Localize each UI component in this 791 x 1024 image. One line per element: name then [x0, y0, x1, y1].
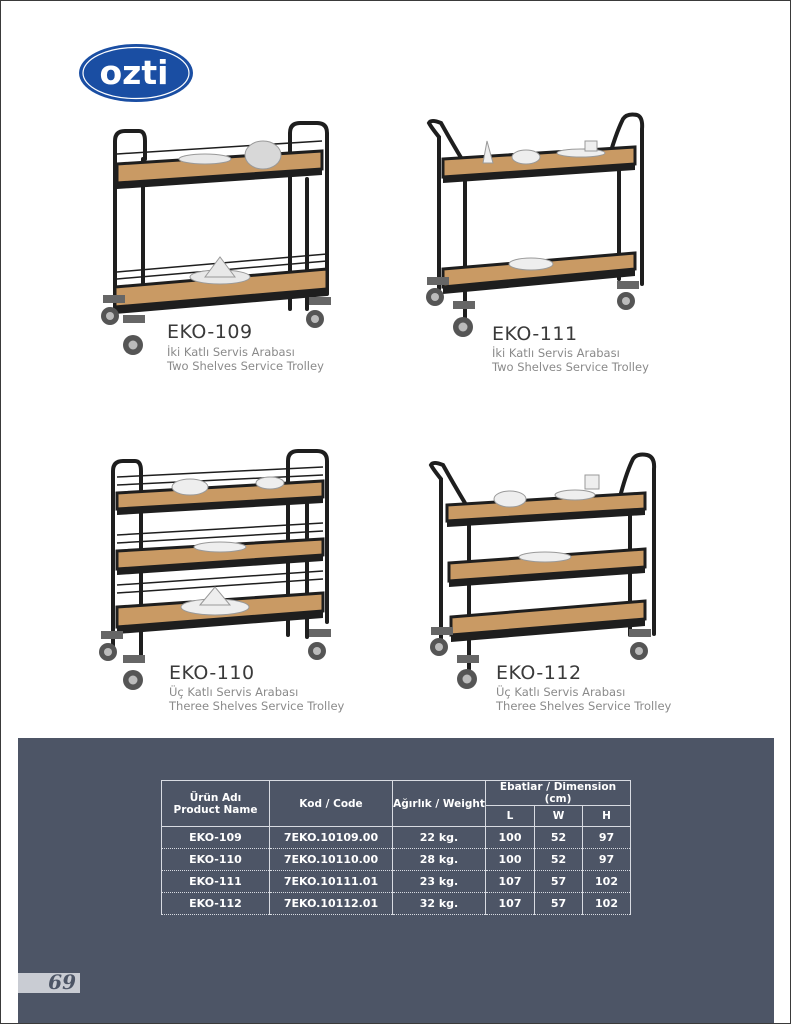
- header-product-name-tr: Ürün Adı: [189, 791, 242, 804]
- cell-h: 102: [583, 893, 631, 915]
- trolley-eko-112-image: [425, 449, 665, 691]
- product-name-en: Two Shelves Service Trolley: [492, 360, 649, 374]
- cell-w: 52: [535, 849, 583, 871]
- cell-code: 7EKO.10110.00: [270, 849, 393, 871]
- spec-table: [161, 780, 631, 915]
- cell-weight: 22 kg.: [393, 827, 486, 849]
- trolley-eko-110-image: [95, 447, 345, 692]
- cell-code: 7EKO.10109.00: [270, 827, 393, 849]
- header-w: W: [535, 806, 583, 827]
- product-name-en: Theree Shelves Service Trolley: [496, 699, 672, 713]
- cell-h: 102: [583, 871, 631, 893]
- product-code: EKO-112: [496, 662, 582, 684]
- product-code: EKO-110: [169, 662, 255, 684]
- cell-weight: 23 kg.: [393, 871, 486, 893]
- product-name-en: Theree Shelves Service Trolley: [169, 699, 345, 713]
- product-name-tr: İki Katlı Servis Arabası: [167, 345, 295, 359]
- table-row: [162, 871, 631, 893]
- cell-w: 57: [535, 893, 583, 915]
- header-code: Kod / Code: [270, 781, 393, 827]
- table-row: [162, 893, 631, 915]
- cell-code: 7EKO.10111.01: [270, 871, 393, 893]
- trolley-eko-111-image: [421, 109, 651, 341]
- svg-text:ozti: ozti: [99, 53, 169, 92]
- cell-l: 100: [486, 849, 535, 871]
- cell-l: 100: [486, 827, 535, 849]
- product-name-tr: İki Katlı Servis Arabası: [492, 346, 620, 360]
- cell-name: EKO-110: [162, 849, 270, 871]
- cell-weight: 32 kg.: [393, 893, 486, 915]
- cell-name: EKO-109: [162, 827, 270, 849]
- cell-l: 107: [486, 871, 535, 893]
- page-number-tab: [18, 970, 80, 994]
- cell-l: 107: [486, 893, 535, 915]
- product-name-tr: Üç Katlı Servis Arabası: [169, 685, 299, 699]
- cell-h: 97: [583, 849, 631, 871]
- table-row: [162, 849, 631, 871]
- header-dimension: Ebatlar / Dimension (cm): [486, 781, 631, 806]
- product-name-en: Two Shelves Service Trolley: [167, 359, 324, 373]
- table-row: [162, 827, 631, 849]
- cell-h: 97: [583, 827, 631, 849]
- product-code: EKO-109: [167, 321, 253, 343]
- cell-w: 52: [535, 827, 583, 849]
- header-product-name: [162, 781, 270, 827]
- header-l: L: [486, 806, 535, 827]
- ozti-logo: [78, 43, 194, 103]
- header-h: H: [583, 806, 631, 827]
- page-number: 69: [48, 970, 76, 994]
- header-product-name-en: Product Name: [173, 803, 258, 816]
- cell-name: EKO-112: [162, 893, 270, 915]
- cell-weight: 28 kg.: [393, 849, 486, 871]
- cell-code: 7EKO.10112.01: [270, 893, 393, 915]
- product-name-tr: Üç Katlı Servis Arabası: [496, 685, 626, 699]
- cell-w: 57: [535, 871, 583, 893]
- header-weight: Ağırlık / Weight: [393, 781, 486, 827]
- cell-name: EKO-111: [162, 871, 270, 893]
- product-code: EKO-111: [492, 323, 578, 345]
